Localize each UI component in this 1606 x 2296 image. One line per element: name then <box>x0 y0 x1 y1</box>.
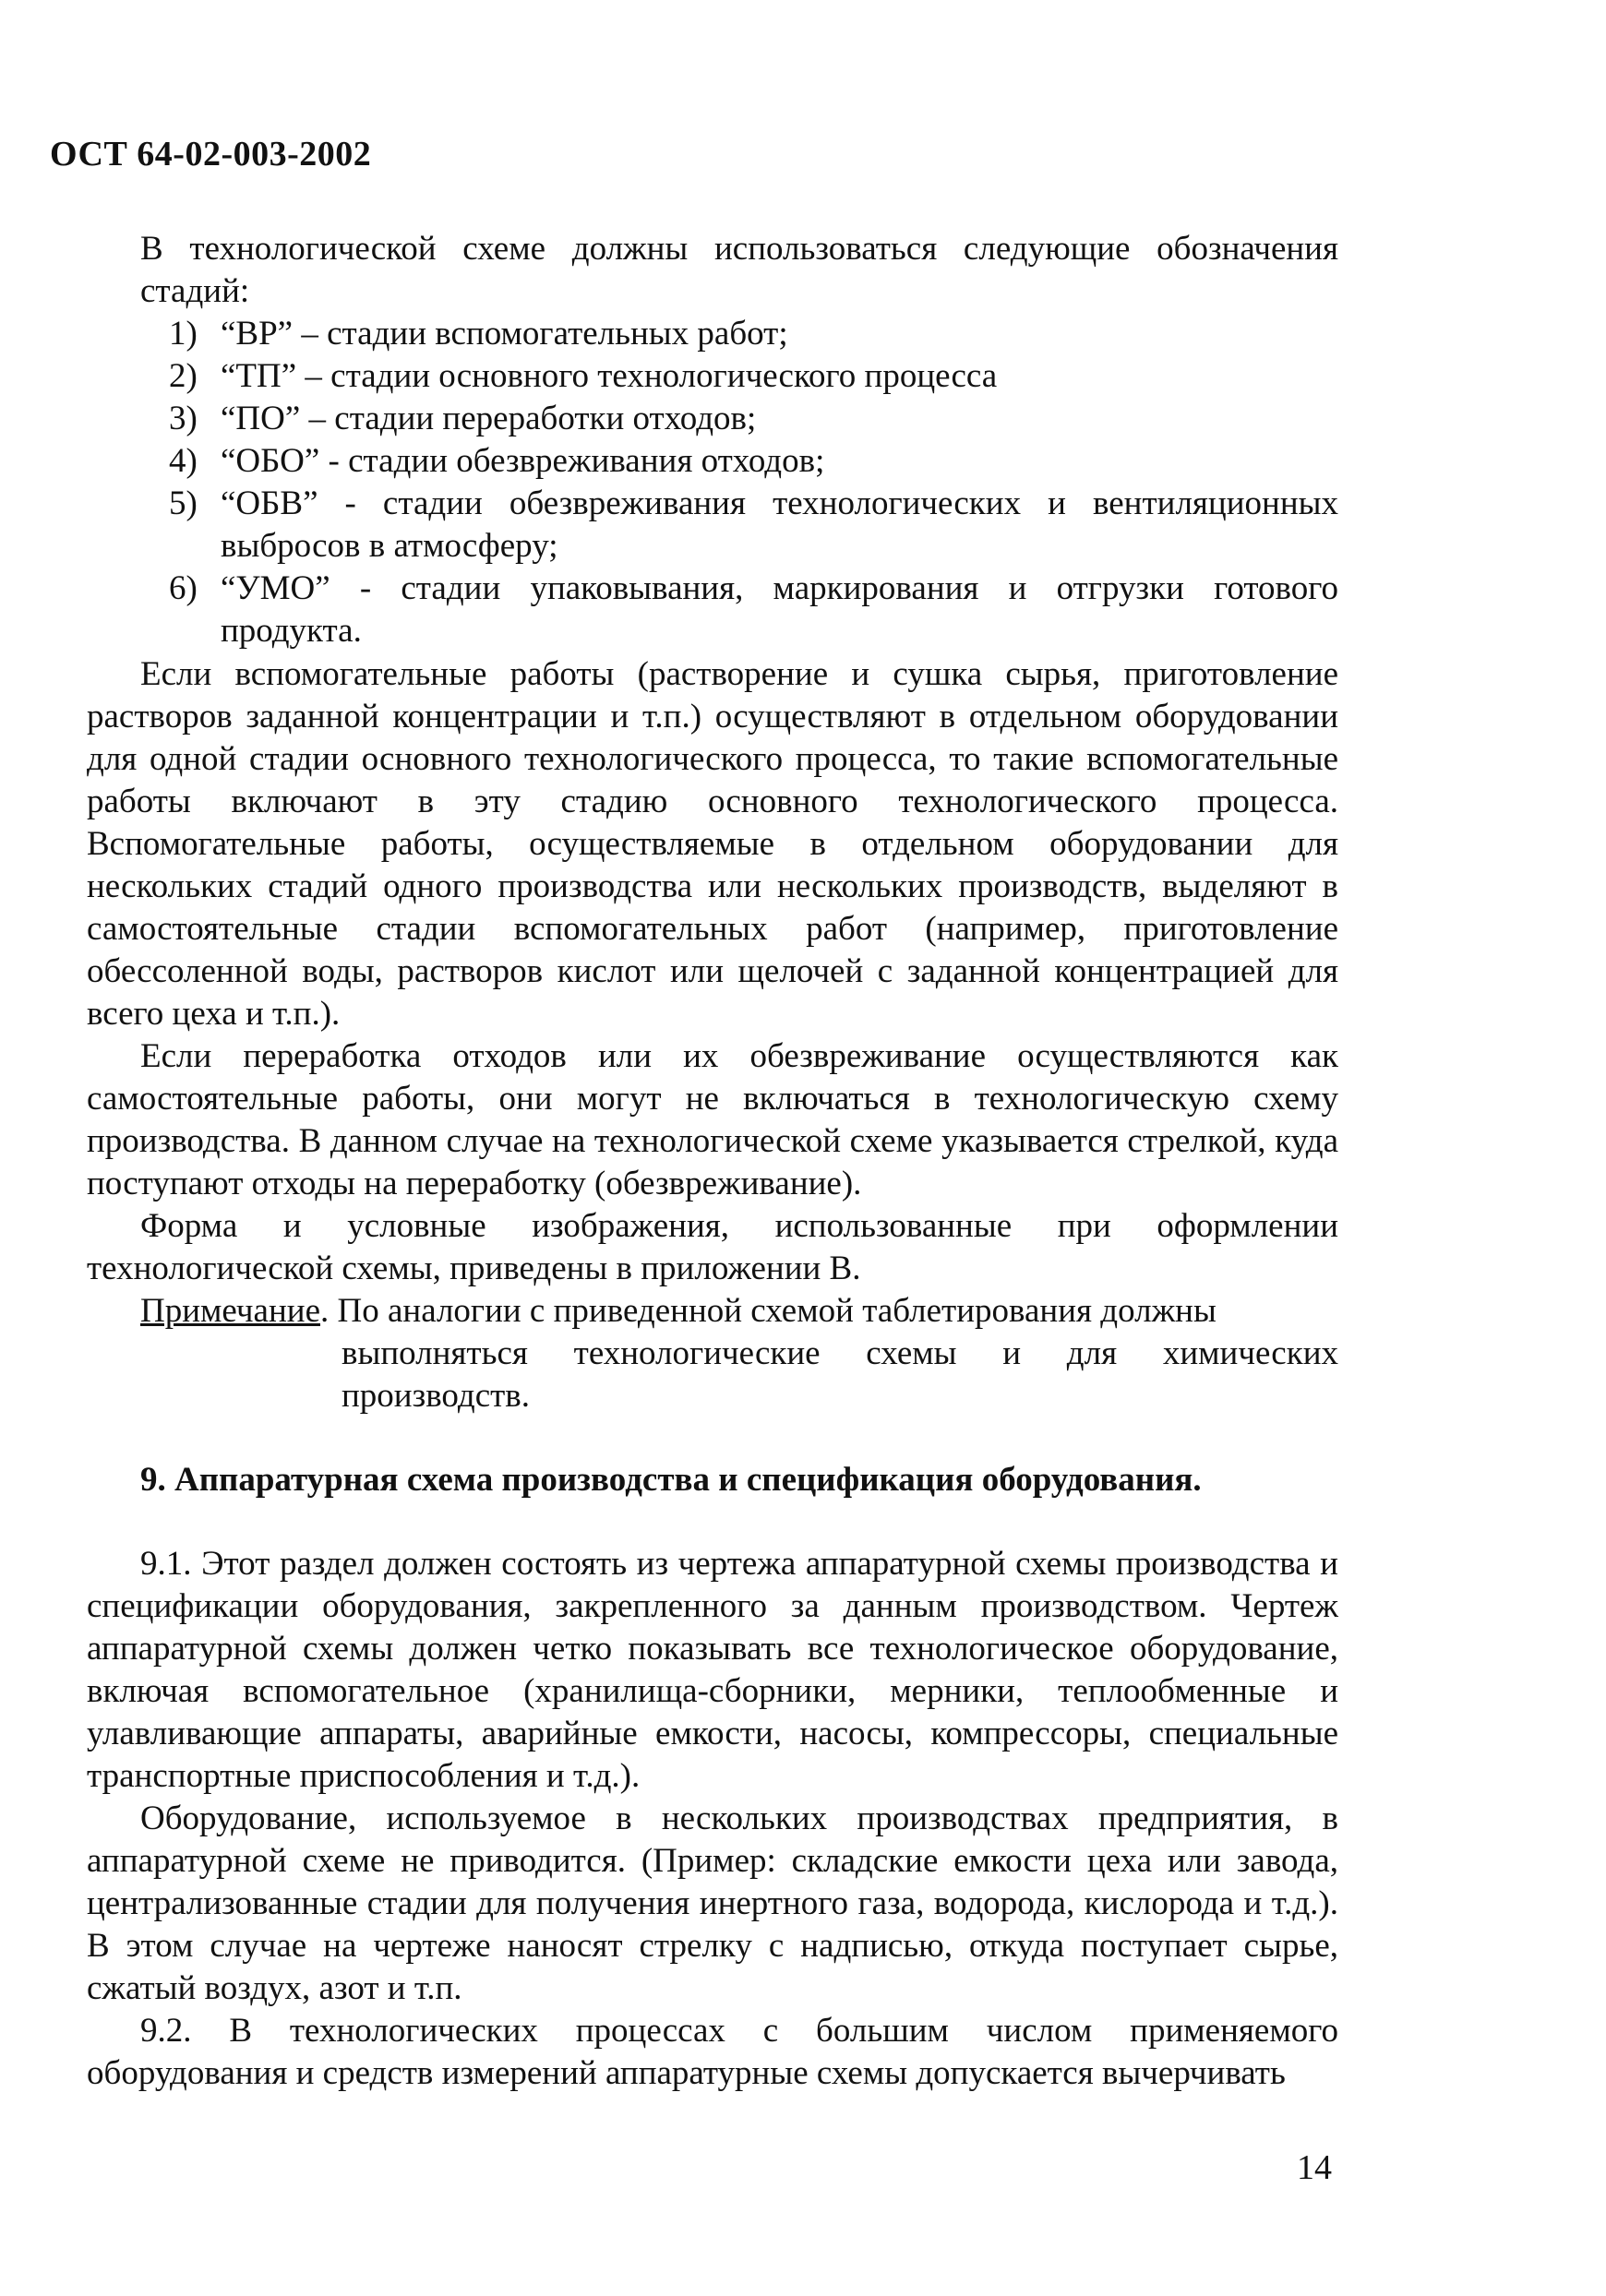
paragraph-waste-processing: Если переработка отходов или их обезвреживание осуществляются как самостоятельные работы, они могут не включаться в технологическую схему производства. В данном случае на технологической схеме указывается стрелкой, куда поступают отходы на переработку (обезвреживание). <box>87 1037 1338 1202</box>
stage-item <box>169 355 1338 398</box>
stage-text: “ПО” – стадии переработки отходов; <box>221 400 757 437</box>
note-text-first: . По аналогии с приведенной схемой таблетирования должны <box>320 1292 1216 1330</box>
stage-number: 6) <box>169 569 198 607</box>
stage-text: “УМО” - стадии упаковывания, маркирования и отгрузки готового продукта. <box>221 569 1338 650</box>
paragraph-form-reference: Форма и условные изображения, использованные при оформлении технологической схемы, приведены в приложении В. <box>87 1207 1338 1287</box>
stage-list <box>169 313 1338 652</box>
stage-item <box>169 483 1338 568</box>
stage-text: “ОБО” - стадии обезвреживания отходов; <box>221 442 825 480</box>
section-9-2-paragraph: 9.2. В технологических процессах с большим числом применяемого оборудования и средств измерений аппаратурные схемы допускается вычерчивать <box>87 2012 1338 2092</box>
paragraph-auxiliary-works: Если вспомогательные работы (растворение и сушка сырья, приготовление растворов заданной концентрации и т.п.) осуществляют в отдельном оборудовании для одной стадии основного технологического процесса, то такие вспомогательные работы включают в эту стадию основного технологического процесса. Вспомогательные работы, осуществляемые в отдельном оборудовании для нескольких стадий одного производства или нескольких производств, выделяют в самостоятельные стадии вспомогательных работ (например, приготовление обессоленной воды, растворов кислот или щелочей с заданной концентрацией для всего цеха и т.п.). <box>87 655 1338 1033</box>
section-9-1-paragraph: 9.1. Этот раздел должен состоять из чертежа аппаратурной схемы производства и спецификации оборудования, закрепленного за данным производством. Чертеж аппаратурной схемы должен четко показывать все технологическое оборудование, включая вспомогательное (хранилища-сборники, мерники, теплообменные и улавливающие аппараты, аварийные емкости, насосы, компрессоры, специальные транспортные приспособления и т.д.). <box>87 1545 1338 1795</box>
stages-block <box>140 228 1338 652</box>
page-number: 14 <box>1297 2148 1332 2187</box>
paragraphs-block <box>87 653 1338 1417</box>
stage-number: 1) <box>169 315 198 353</box>
note-label: Примечание <box>140 1292 320 1330</box>
note-text-rest: выполняться технологические схемы и для химических производств. <box>342 1334 1338 1415</box>
stage-item <box>169 568 1338 652</box>
section-9-title: 9. Аппаратурная схема производства и спецификация оборудования. <box>140 1461 1202 1499</box>
section-9-equipment-paragraph: Оборудование, используемое в нескольких производствах предприятия, в аппаратурной схеме не приводится. (Пример: складские емкости цеха или завода, централизованные стадии для получения инертного газа, водорода, кислорода и т.д.). В этом случае на чертеже наносят стрелку с надписью, откуда поступает сырье, сжатый воздух, азот и т.п. <box>87 1800 1338 2007</box>
section-9-body <box>87 1543 1338 2095</box>
stage-item <box>169 313 1338 355</box>
stage-number: 3) <box>169 400 198 437</box>
stage-text: “ОБВ” - стадии обезвреживания технологических и вентиляционных выбросов в атмосферу; <box>221 484 1338 565</box>
stage-item <box>169 440 1338 483</box>
stage-item <box>169 398 1338 440</box>
note-block <box>87 1290 1338 1417</box>
document-code-header: ОСТ 64-02-003-2002 <box>50 135 372 173</box>
stage-text: “ВР” – стадии вспомогательных работ; <box>221 315 788 353</box>
stage-number: 4) <box>169 442 198 480</box>
note-first-line <box>140 1290 1338 1333</box>
stage-text: “ТП” – стадии основного технологического процесса <box>221 357 998 395</box>
stage-number: 2) <box>169 357 198 395</box>
stage-number: 5) <box>169 484 198 522</box>
intro-paragraph: В технологической схеме должны использоваться следующие обозначения стадий: <box>140 230 1338 310</box>
